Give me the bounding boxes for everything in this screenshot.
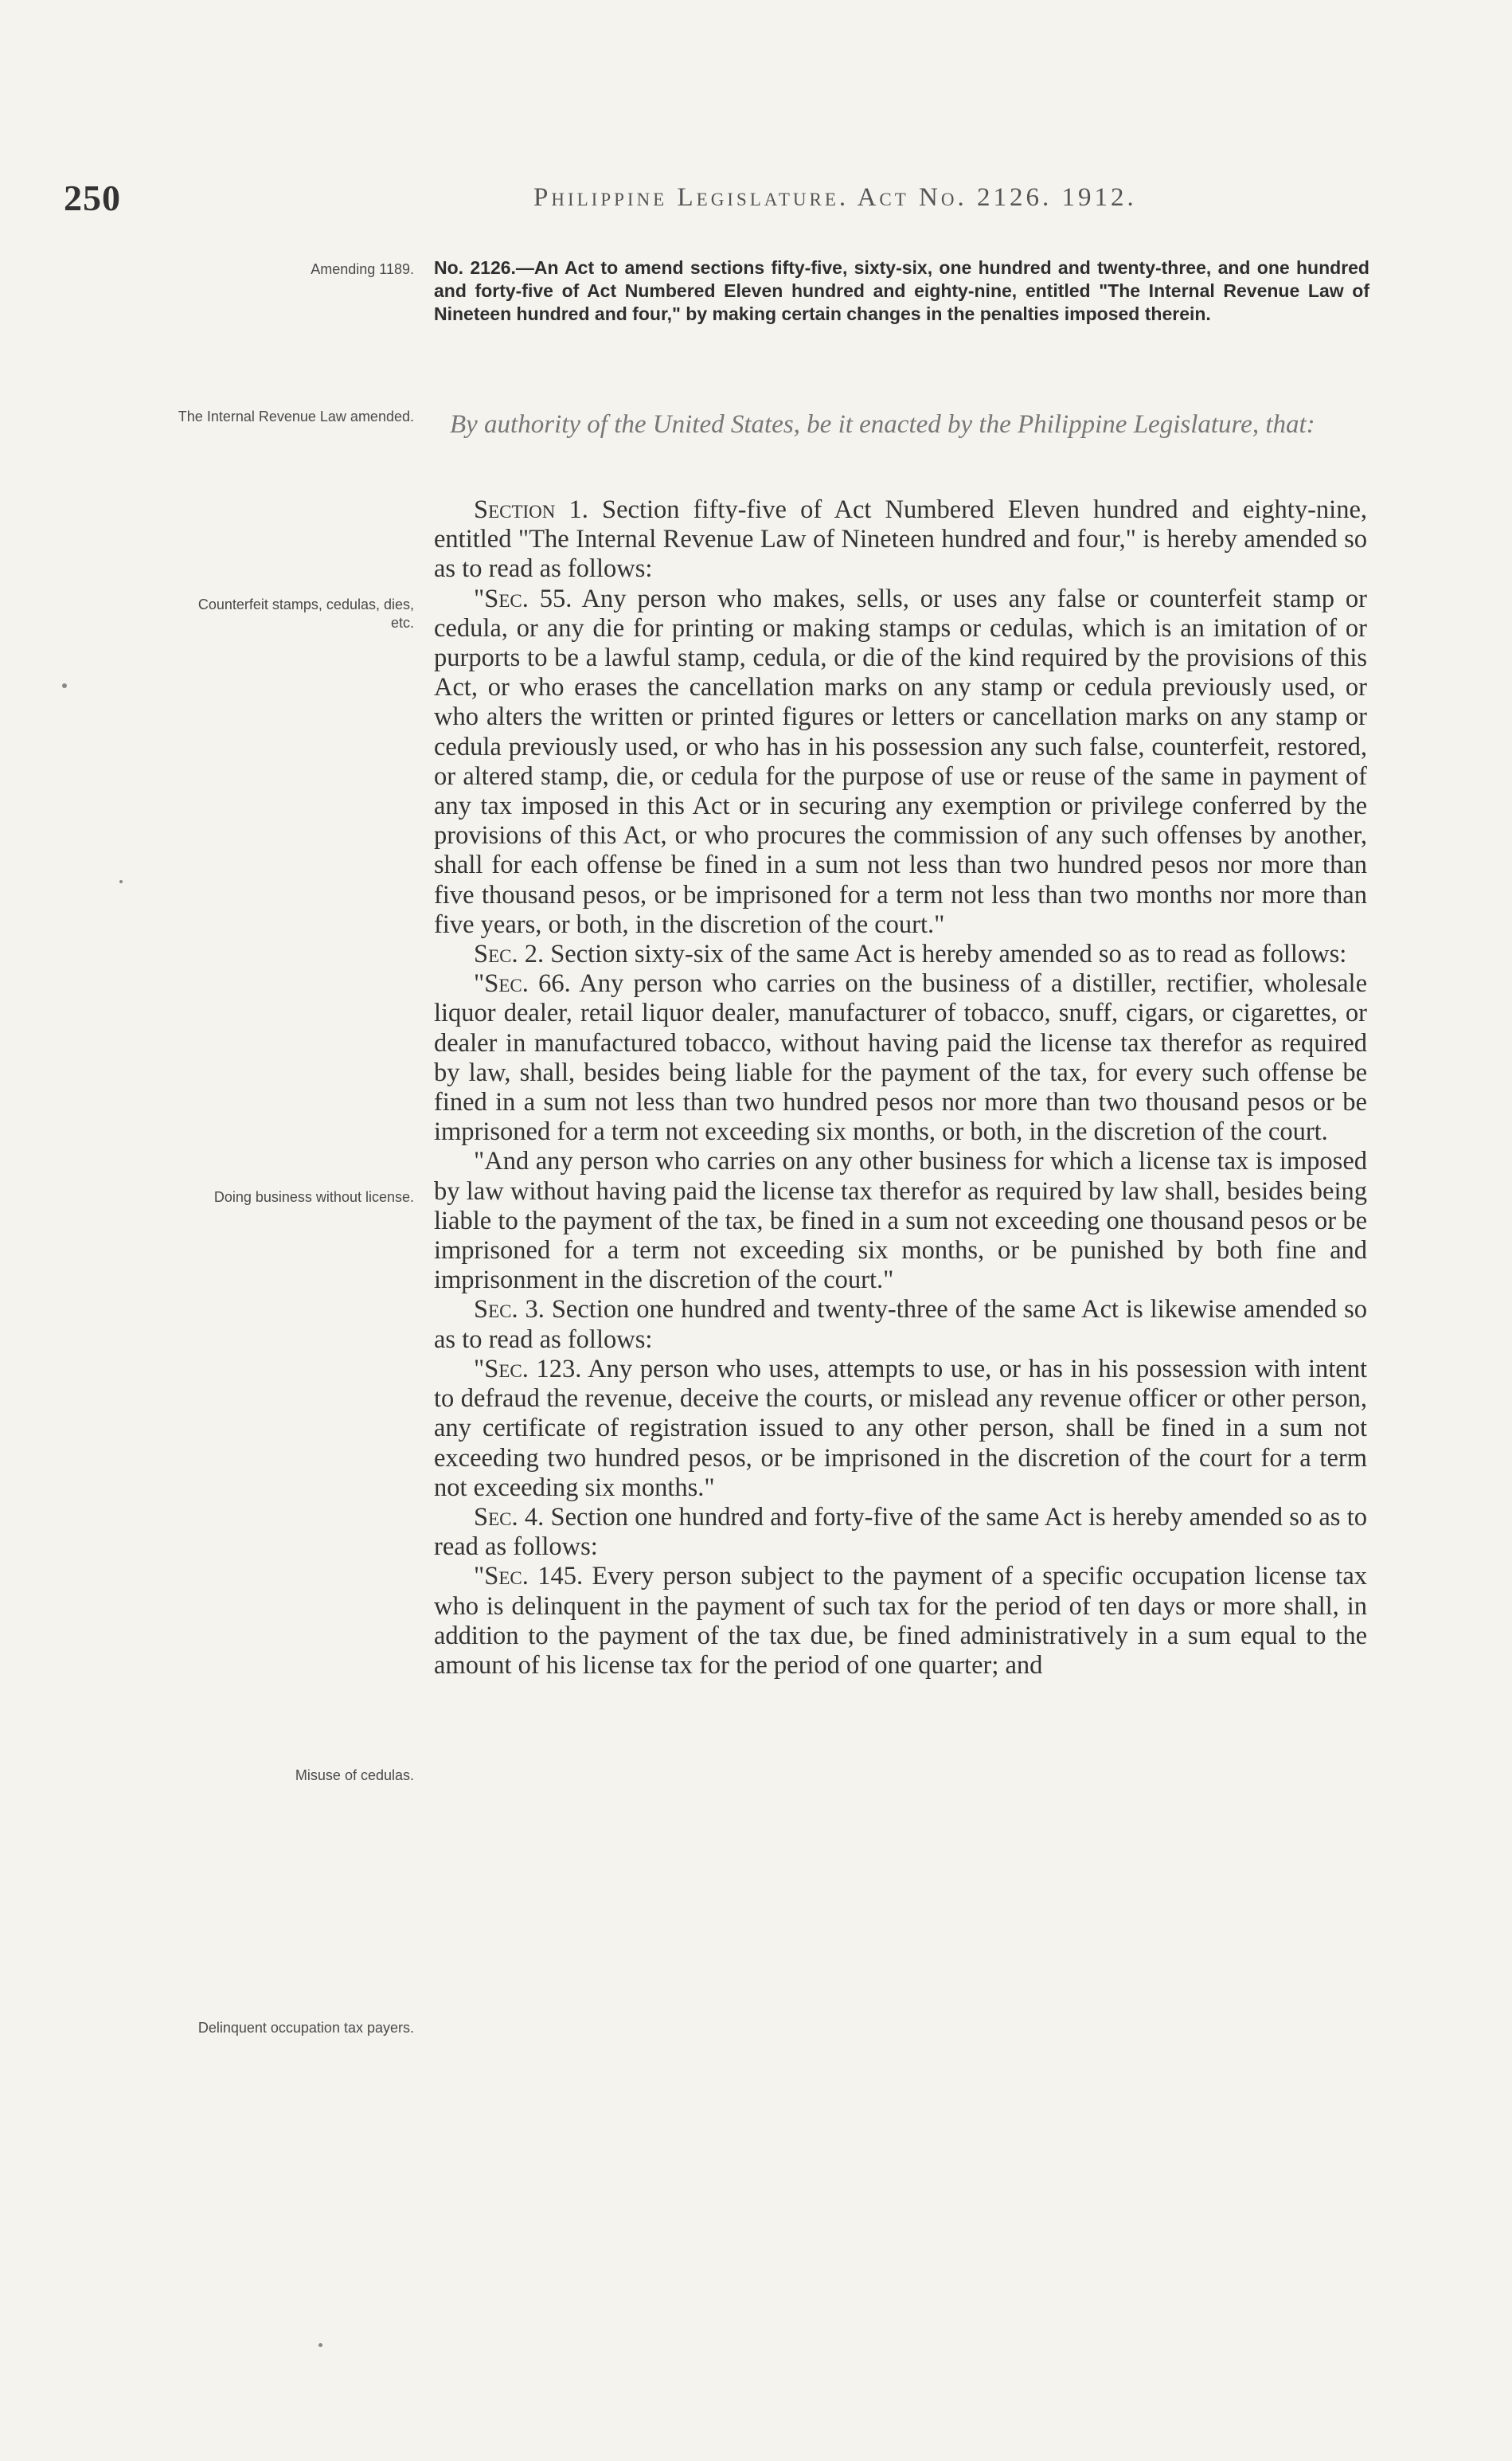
section-label: Section 1. <box>474 495 588 524</box>
margin-note-internal-revenue: The Internal Revenue Law amended. <box>178 409 414 425</box>
margin-note-amending: Amending 1189. <box>311 261 414 277</box>
section-text: Any person who makes, sells, or uses any false or counterfeit stamp or cedula, or any die for printing or making stamps or cedulas, which is an imitation of or purports to be a lawful stamp, cedula, or die of the kind required by the provisions of this Act, or who erases the cancellation marks on any stamp or cedula previously used, or who alters the written or printed figures or letters or cancellation marks on any stamp or cedula previously used, or who has in his possession any such false, counterfeit, restored, or altered stamp, die, or cedula for the purpose of use or reuse of the same in payment of any tax imposed in this Act or in securing any exemption or privilege conferred by the provisions of this Act, or who procures the commission of any such offenses by another, shall for each offense be fined in a sum not less than two hundred pesos nor more than five thousand pesos, or be imprisoned for a term not less than two months nor more than five years, or both, in the discretion of the court." <box>434 584 1367 939</box>
margin-note-misuse: Misuse of cedulas. <box>295 1767 414 1783</box>
section-label: "Sec. 66. <box>474 969 571 999</box>
section-text: Any person who carries on the business of a distiller, rectifier, wholesale liquor dealer, retail liquor dealer, manufacturer of tobacco, snuff, cigars, or cigarettes, or dealer in manufactured tobacco, without having paid the license tax therefor as required by law, shall, besides being liable for the payment of the tax, for every such offense be fined in a sum not less than two hundred pesos nor more than two thousand pesos or be imprisoned for a term not exceeding six months, or both, in the discretion of the court. <box>434 969 1368 1147</box>
section-label: "Sec. 145. <box>474 1562 584 1591</box>
section-label: Sec. 3. <box>474 1295 545 1324</box>
section-label: Sec. 2. <box>474 940 545 969</box>
act-number: No. 2126. <box>434 257 516 278</box>
section-text: Every person subject to the payment of a specific occupation license tax who is delinquent in the payment of such tax for the period of ten days or more shall, in addition to the payment of the tax due, be fined administratively in a sum equal to the amount of his license tax for the period of one quarter; and <box>434 1562 1367 1680</box>
sec-66-paragraph <box>434 969 1367 1147</box>
margin-note-doing-business: Doing business without license. <box>213 1189 414 1205</box>
section-text: Section one hundred and forty-five of the same Act is hereby amended so as to read as follows: <box>434 1502 1368 1562</box>
section-text: Section sixty-six of the same Act is hereby amended so as to read as follows: <box>544 940 1347 969</box>
running-head: Philippine Legislature. Act No. 2126. 1912. <box>533 183 1137 212</box>
sec-66-continued-paragraph <box>434 1147 1367 1295</box>
section-text: Any person who uses, attempts to use, or has in his possession with intent to defraud the revenue, deceive the courts, or mislead any revenue officer or other person, any certificate of registration issued to any other person, shall be fined in a sum not exceeding two hundred pesos, or be imprisoned in the discretion of the court for a term not exceeding six months." <box>434 1354 1367 1502</box>
scan-speck <box>318 2343 322 2347</box>
section-1-paragraph <box>434 495 1367 585</box>
section-label: Sec. 4. <box>474 1502 545 1532</box>
section-4-paragraph <box>434 1503 1367 1562</box>
margin-note-delinquent: Delinquent occupation tax payers. <box>197 2020 414 2036</box>
section-text: Section one hundred and twenty-three of the same Act is likewise amended so as to read as follows: <box>434 1295 1367 1354</box>
margin-note-counterfeit: Counterfeit stamps, cedulas, dies, etc. <box>197 597 414 631</box>
scan-speck <box>119 880 123 883</box>
sec-145-paragraph <box>434 1562 1367 1680</box>
section-text: "And any person who carries on any other business for which a license tax is imposed by law without having paid the license tax therefor as required by law shall, besides being liable to the payment of the tax, be fined in a sum not exceeding one thousand pesos or be imprisoned for a term not exceeding six months, or be punished by both fine and imprisonment in the discretion of the court." <box>434 1147 1367 1295</box>
section-2-paragraph <box>434 940 1367 969</box>
section-text: Section fifty-five of Act Numbered Eleven hundred and eighty-nine, entitled "The Internal Revenue Law of Nineteen hundred and four," is hereby amended so as to read as follows: <box>434 495 1367 584</box>
section-label: "Sec. 55. <box>474 584 572 613</box>
sec-55-paragraph <box>434 585 1367 940</box>
act-header <box>434 256 1369 326</box>
enacting-clause: By authority of the United States, be it enacted by the Philippine Legislature, that: <box>450 410 1315 439</box>
section-label: "Sec. 123. <box>474 1354 582 1383</box>
page-number: 250 <box>64 178 121 218</box>
act-title: —An Act to amend sections fifty-five, sixty-six, one hundred and twenty-three, and one hundred and forty-five of Act Numbered Eleven hundred and eighty-nine, entitled "The Internal Revenue Law of Nineteen hundred and four," by making certain changes in the penalties imposed therein. <box>434 257 1369 324</box>
act-body <box>434 495 1367 1680</box>
scan-speck <box>62 683 67 688</box>
section-3-paragraph <box>434 1295 1367 1354</box>
sec-123-paragraph <box>434 1355 1367 1503</box>
